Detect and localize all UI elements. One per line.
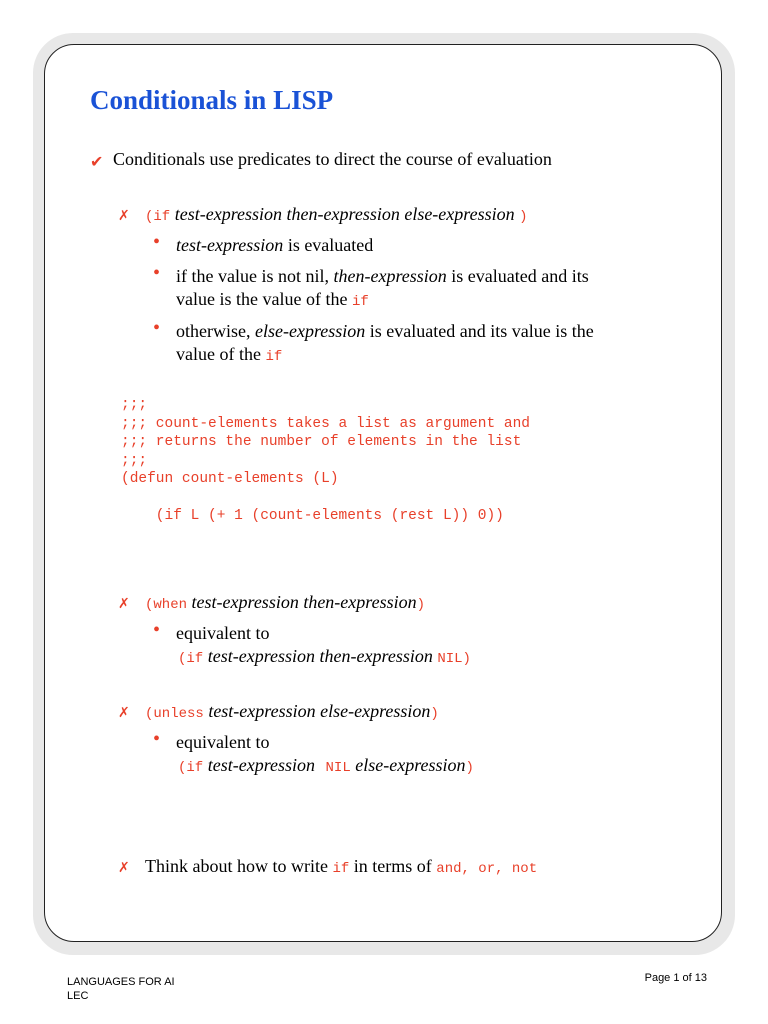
intro-text: Conditionals use predicates to direct the course of evaluation — [113, 149, 552, 169]
when-equiv-label: equivalent to — [176, 623, 270, 643]
bullet-pre: otherwise, — [176, 321, 255, 341]
if-close: ) — [519, 209, 528, 225]
cross-icon: ✗ — [118, 861, 130, 876]
bullet-icon: • — [153, 619, 161, 641]
code-line: ;;; returns the number of elements in the list — [121, 434, 522, 450]
bullet-rest: is evaluated and its value is the — [365, 321, 594, 341]
when-equiv — [178, 645, 471, 670]
check-icon: ✔ — [90, 154, 104, 171]
when-args: test-expression then-expression — [191, 592, 417, 612]
if-bullet-2-cont — [176, 288, 369, 313]
think-line — [145, 855, 537, 880]
when-keyword: (when — [145, 597, 188, 613]
if-code: if — [265, 349, 283, 365]
cross-icon: ✗ — [118, 706, 130, 721]
think-ops: and, or, not — [436, 861, 538, 877]
think-code: if — [332, 861, 350, 877]
if-bullet-3 — [176, 320, 594, 342]
slide-title: Conditionals in LISP — [90, 85, 334, 115]
bullet-pre: if the value is not nil, — [176, 266, 334, 286]
if-keyword: (if — [145, 209, 171, 225]
code-line: (if L (+ 1 (count-elements (rest L)) 0)) — [121, 508, 504, 524]
bullet-line2: value of the — [176, 344, 266, 364]
unless-equiv-args: test-expression — [207, 755, 316, 775]
if-bullet-3-cont — [176, 343, 282, 368]
bullet-em: then-expression — [333, 266, 447, 286]
bullet-icon: • — [153, 231, 161, 253]
when-equiv-kw: (if — [178, 651, 204, 667]
code-block — [121, 396, 530, 526]
when-close: ) — [416, 597, 426, 613]
footer-left-line1: LANGUAGES FOR AI — [67, 976, 175, 988]
think-pre: Think about how to write — [145, 856, 333, 876]
unless-form-line — [145, 700, 439, 725]
unless-equiv-args2: else-expression — [355, 755, 466, 775]
bullet-em: test-expression — [176, 235, 284, 255]
bullet-icon: • — [153, 262, 161, 284]
code-line: (defun count-elements (L) — [121, 471, 339, 487]
bullet-icon: • — [153, 728, 161, 750]
unless-equiv-kw: (if — [178, 760, 204, 776]
bullet-rest: is evaluated and its — [446, 266, 589, 286]
code-line: ;;; — [121, 452, 148, 469]
unless-equiv — [178, 754, 474, 779]
if-form-line — [145, 203, 528, 228]
bullet-icon: • — [153, 317, 161, 339]
code-line: ;;; — [121, 397, 148, 413]
unless-close: ) — [430, 706, 439, 722]
think-mid: in terms of — [349, 856, 437, 876]
if-bullet-1 — [176, 234, 373, 256]
when-equiv-end: NIL) — [437, 651, 471, 667]
bullet-line2: value is the value of the — [176, 289, 352, 309]
unless-args: test-expression else-expression — [208, 701, 431, 721]
page-number: Page 1 of 13 — [644, 972, 707, 984]
cross-icon: ✗ — [118, 597, 130, 612]
code-line: ;;; count-elements takes a list as argument and — [121, 415, 530, 432]
if-bullet-2 — [176, 265, 589, 287]
bullet-em: else-expression — [254, 321, 366, 341]
bullet-rest: is evaluated — [283, 235, 374, 255]
if-args: test-expression then-expression else-expression — [174, 204, 515, 224]
footer-left-line2: LEC — [67, 990, 89, 1002]
unless-equiv-nil: NIL — [325, 760, 351, 776]
unless-equiv-label: equivalent to — [176, 732, 270, 752]
unless-equiv-close: ) — [465, 760, 474, 776]
cross-icon: ✗ — [118, 209, 130, 224]
when-equiv-args: test-expression then-expression — [207, 646, 433, 666]
unless-keyword: (unless — [145, 706, 204, 722]
when-form-line — [145, 591, 425, 616]
if-code: if — [351, 294, 369, 310]
